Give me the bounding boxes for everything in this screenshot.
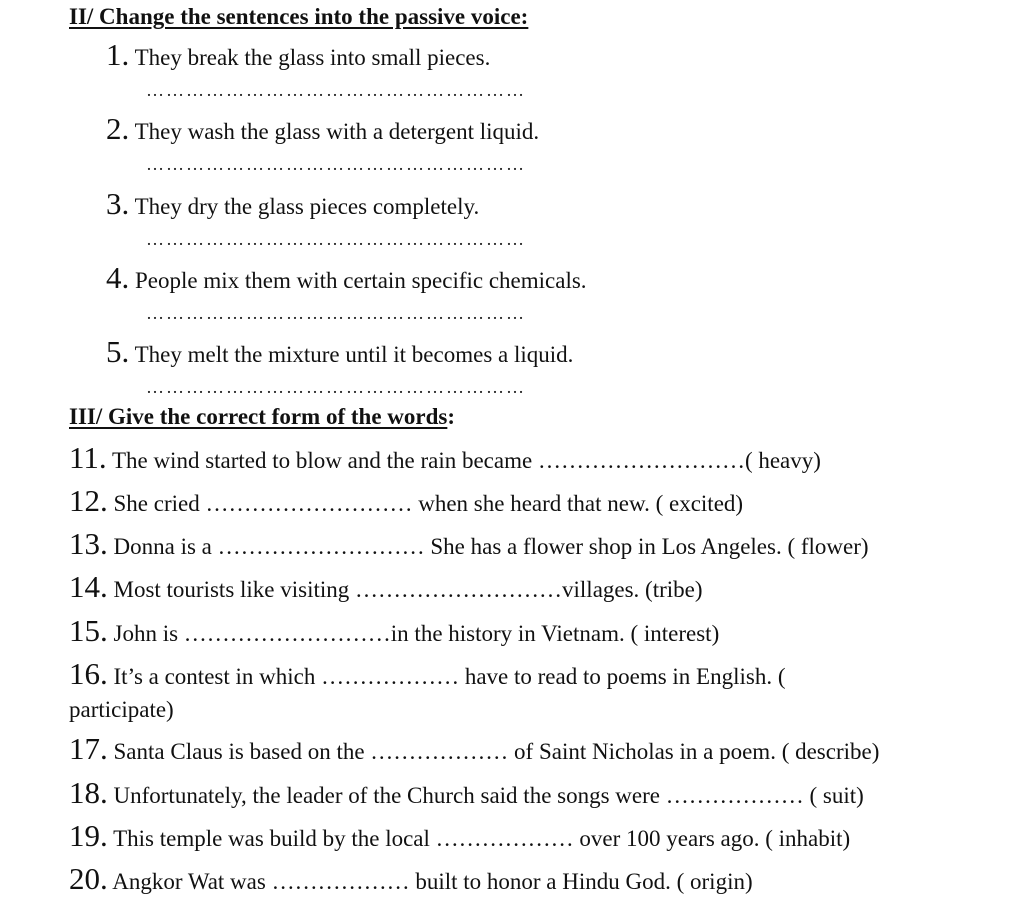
item-number: 11.	[69, 440, 107, 475]
item-number: 20.	[69, 861, 108, 896]
word-form-item-16	[69, 656, 786, 692]
item-number: 2.	[106, 111, 130, 146]
exercise-item-1	[106, 37, 491, 73]
exercise-item-5	[106, 334, 574, 370]
item-number: 1.	[106, 37, 130, 72]
exercise-item-2	[106, 111, 540, 147]
item-number: 3.	[106, 186, 130, 221]
answer-line-2[interactable]: …………………………………………………	[146, 154, 526, 174]
item-sentence: They dry the glass pieces completely.	[129, 194, 480, 219]
item-sentence: Unfortunately, the leader of the Church said the songs were ……………… ( suit)	[107, 783, 864, 808]
item-number: 5.	[106, 334, 130, 369]
item-sentence: This temple was build by the local ……………… over 100 years ago. ( inhabit)	[107, 826, 851, 851]
answer-line-3[interactable]: …………………………………………………	[146, 229, 526, 249]
answer-line-4[interactable]: …………………………………………………	[146, 303, 526, 323]
item-sentence: Santa Claus is based on the ……………… of Saint Nicholas in a poem. ( describe)	[107, 739, 880, 764]
word-form-item-18	[69, 775, 864, 811]
answer-line-5[interactable]: …………………………………………………	[146, 377, 526, 397]
word-form-item-20	[69, 861, 753, 897]
item-number: 14.	[69, 569, 108, 604]
item-number: 19.	[69, 818, 108, 853]
section-2-heading-text: II/ Change the sentences into the passive voice:	[69, 4, 529, 29]
item-number: 18.	[69, 775, 108, 810]
item-number: 17.	[69, 731, 108, 766]
section-2-heading	[69, 2, 528, 32]
word-form-item-17	[69, 731, 880, 767]
item-sentence: Donna is a ……………………… She has a flower shop in Los Angeles. ( flower)	[107, 534, 869, 559]
item-sentence: They wash the glass with a detergent liquid.	[129, 119, 540, 144]
section-3-heading	[69, 402, 455, 432]
word-form-item-14	[69, 569, 703, 605]
word-form-item-15	[69, 613, 720, 649]
section-3-heading-text: III/ Give the correct form of the words	[69, 404, 448, 429]
section-3-heading-colon: :	[447, 404, 456, 429]
exercise-item-3	[106, 186, 480, 222]
word-form-item-12	[69, 483, 744, 519]
item-sentence: It’s a contest in which ……………… have to read to poems in English. (	[107, 664, 786, 689]
answer-line-1[interactable]: …………………………………………………	[146, 80, 526, 100]
item-sentence: They break the glass into small pieces.	[129, 45, 491, 70]
item-sentence: The wind started to blow and the rain became ………………………( heavy)	[106, 448, 821, 473]
item-sentence: Angkor Wat was ……………… built to honor a Hindu God. ( origin)	[107, 869, 753, 894]
item-number: 4.	[106, 260, 130, 295]
word-form-item-13	[69, 526, 869, 562]
item-sentence: They melt the mixture until it becomes a liquid.	[129, 342, 574, 367]
exercise-item-4	[106, 260, 587, 296]
item-number: 12.	[69, 483, 108, 518]
word-form-item-16-continuation: participate)	[69, 697, 174, 722]
item-number: 15.	[69, 613, 108, 648]
item-sentence: Most tourists like visiting ………………………villages. (tribe)	[107, 577, 703, 602]
item-sentence: People mix them with certain specific chemicals.	[129, 268, 587, 293]
word-form-item-11	[69, 440, 821, 476]
item-number: 13.	[69, 526, 108, 561]
item-number: 16.	[69, 656, 108, 691]
word-form-item-19	[69, 818, 851, 854]
item-sentence: She cried ……………………… when she heard that new. ( excited)	[107, 491, 744, 516]
item-sentence: John is ………………………in the history in Vietnam. ( interest)	[107, 621, 720, 646]
